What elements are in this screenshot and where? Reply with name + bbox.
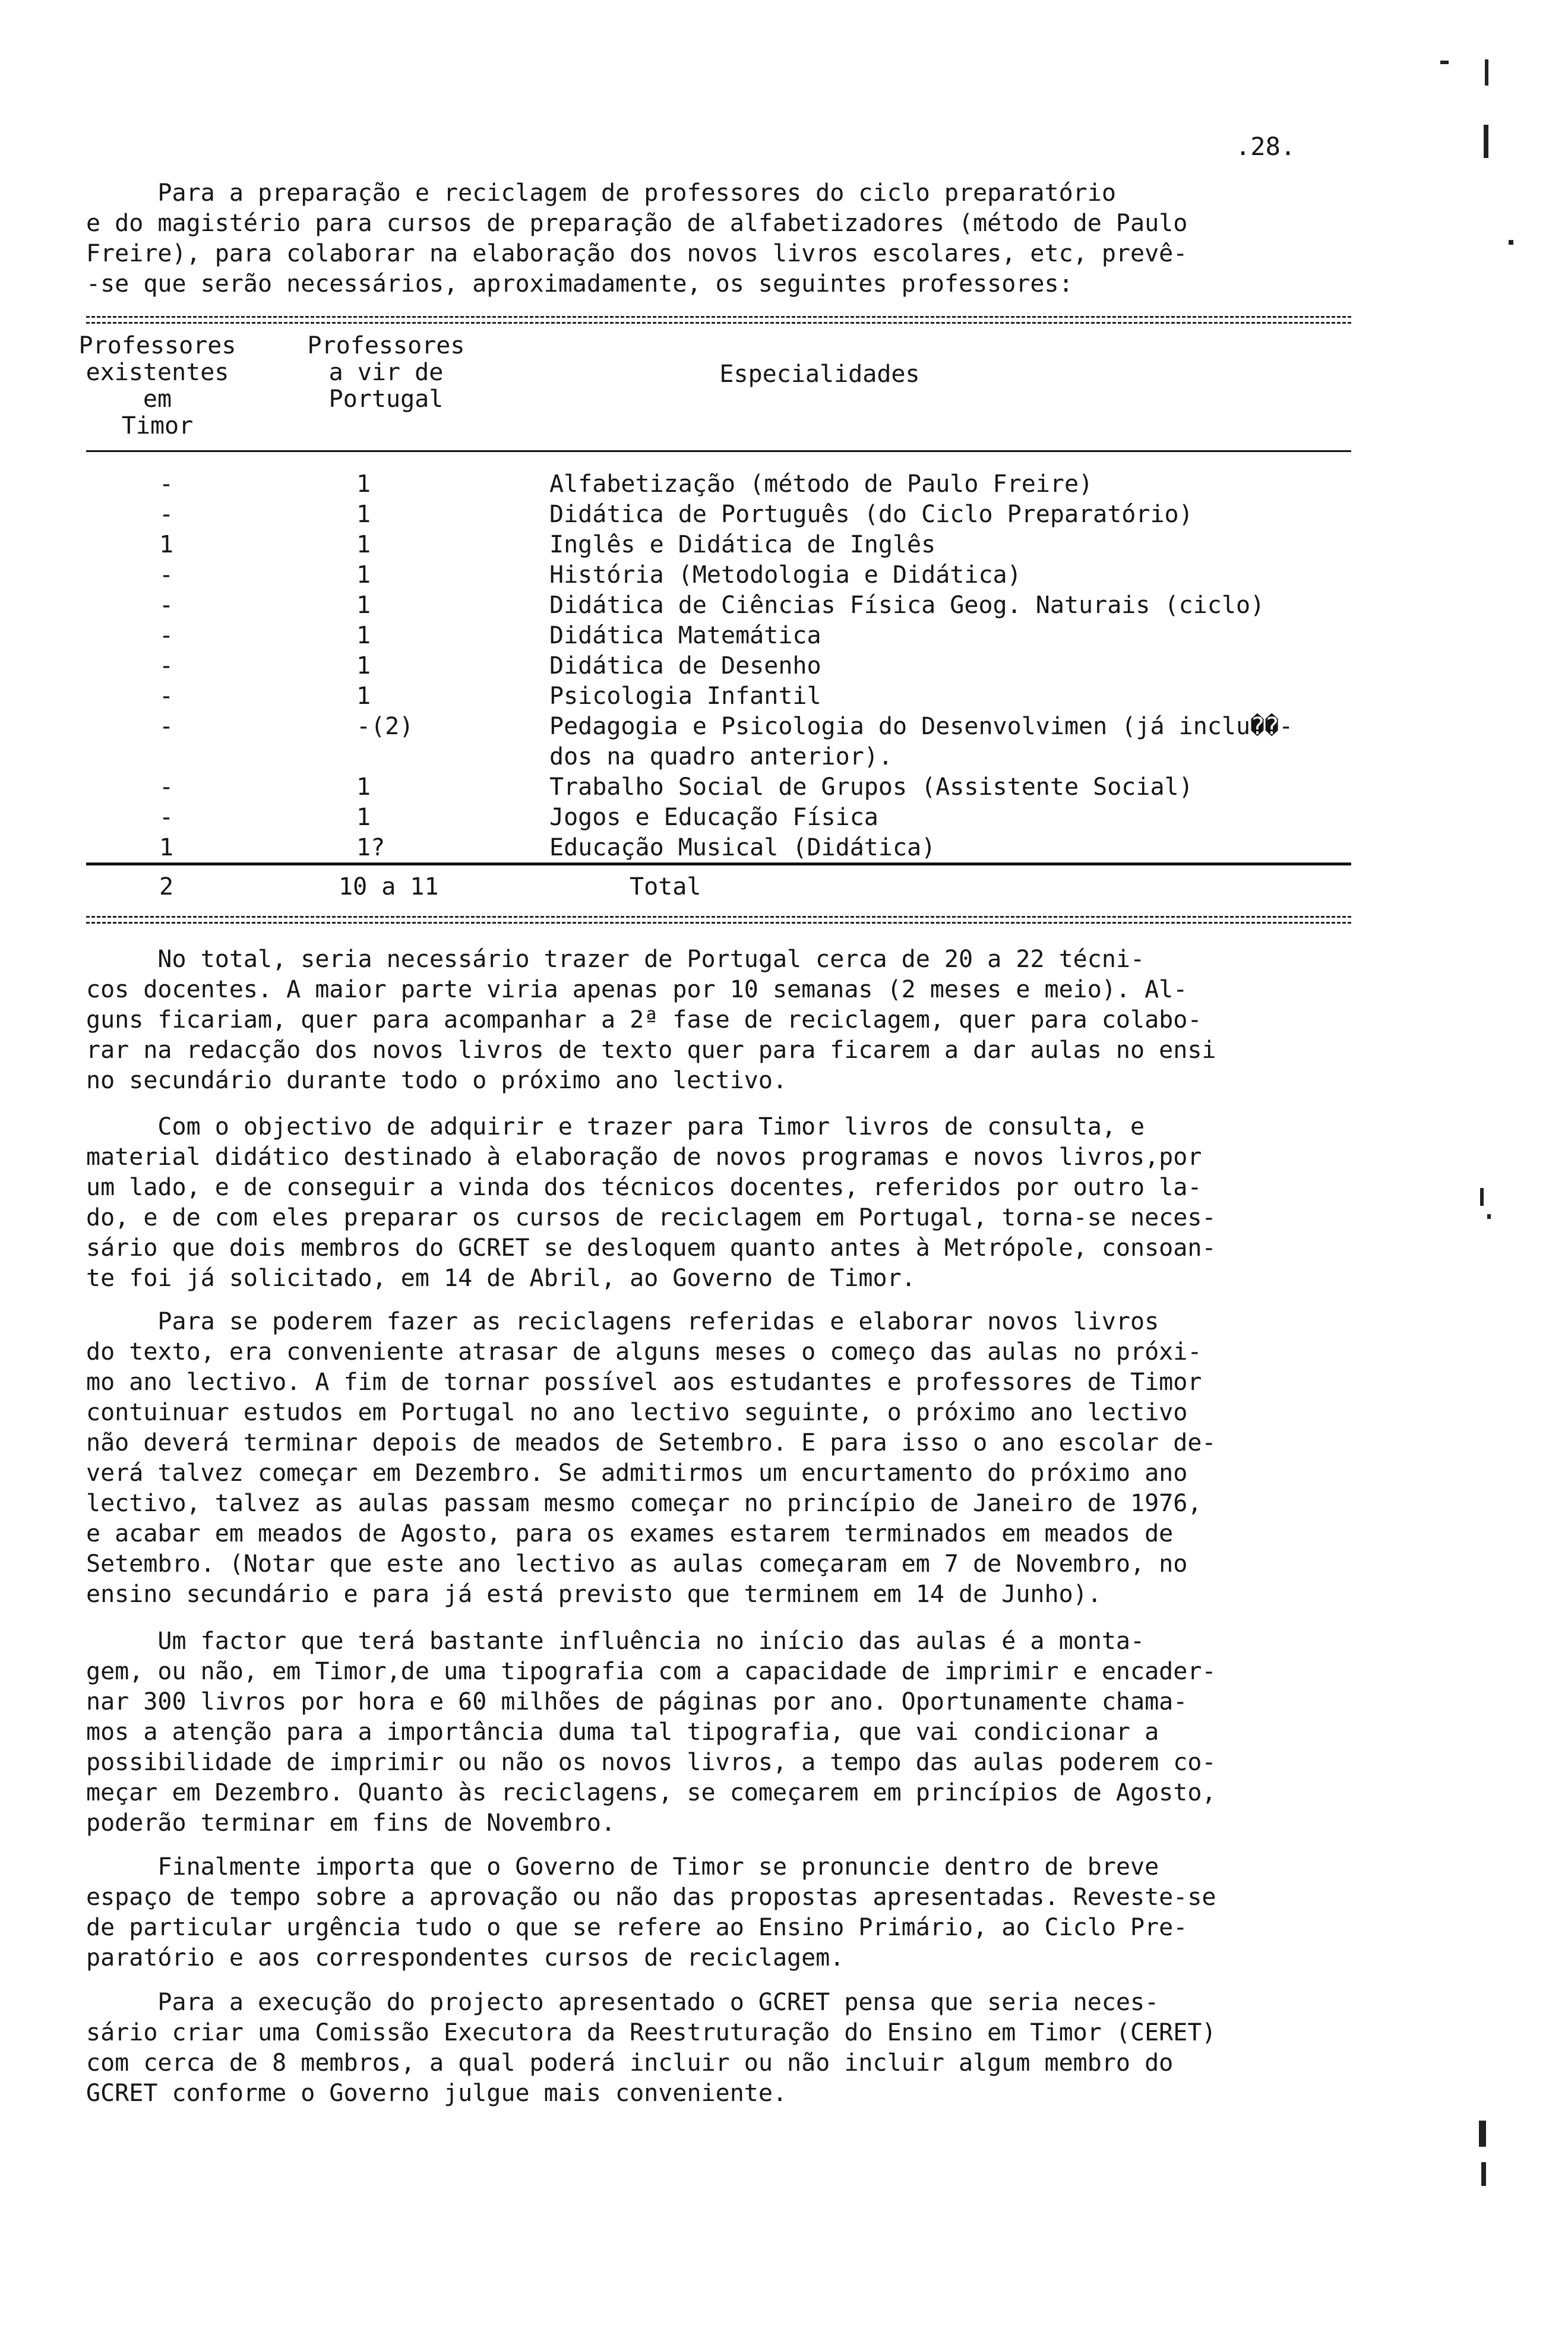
table-bottom-double-rule <box>86 916 1351 924</box>
page-number: .28. <box>1235 132 1296 161</box>
header-specialties: Especialidades <box>719 361 920 388</box>
scan-speck <box>1440 61 1449 64</box>
cell-from-portugal: 1 <box>356 531 371 558</box>
total-separator-rule <box>86 862 1351 865</box>
cell-existing: - <box>159 652 174 680</box>
cell-from-portugal: 1? <box>356 834 385 861</box>
cell-existing: 1 <box>159 531 174 558</box>
cell-specialty: Trabalho Social de Grupos (Assistente Social) <box>549 773 1193 801</box>
cell-existing: - <box>159 501 174 528</box>
body-paragraph: Finalmente importa que o Governo de Timor se pronuncie dentro de breve espaço de tempo sobre a aprovação ou não das propostas apresentadas. Reveste-se de particular urgência tudo o que se refere ao Ensino Primário, ao Ciclo Pre- paratório e aos correspondentes cursos de reciclagem. <box>86 1853 1216 1971</box>
cell-existing: - <box>159 592 174 619</box>
scan-speck <box>1487 1214 1491 1219</box>
cell-from-portugal: 1 <box>356 683 371 710</box>
table-top-double-rule <box>86 316 1351 324</box>
cell-specialty: Didática de Ciências Física Geog. Naturais (ciclo) <box>549 592 1265 619</box>
body-paragraph: Um factor que terá bastante influência no início das aulas é a monta- gem, ou não, em Timor,de uma tipografia com a capacidade de imprimir e encader- nar 300 livros por hora e 60 milhões de páginas por ano. Oportunamente chama- mos a atenção para a importância duma tal tipografia, que vai condicionar a possibilidade de imprimir ou não os novos livros, a tempo das aulas poderem co- meçar em Dezembro. Quanto às reciclagens, se começarem em princípios de Agosto, poderão terminar em fins de Novembro. <box>86 1628 1216 1837</box>
scan-speck <box>1481 2162 1486 2186</box>
cell-existing: - <box>159 773 174 801</box>
cell-specialty: Psicologia Infantil <box>549 683 821 710</box>
cell-existing: - <box>159 470 174 498</box>
cell-existing: 1 <box>159 834 174 861</box>
cell-from-portugal: 1 <box>356 652 371 680</box>
scan-speck <box>1479 2121 1486 2147</box>
cell-specialty: Jogos e Educação Física <box>549 804 878 831</box>
cell-specialty: Didática Matemática <box>549 622 821 649</box>
cell-specialty: História (Metodologia e Didática) <box>549 561 1022 589</box>
cell-specialty: Pedagogia e Psicologia do Desenvolvimen (já inclu��- dos na quadro anterior). <box>549 713 1294 770</box>
header-existing-teachers: Professores existentes em Timor <box>78 332 236 440</box>
cell-existing: - <box>159 804 174 831</box>
cell-existing: - <box>159 683 174 710</box>
cell-from-portugal: 1 <box>356 470 371 498</box>
cell-from-portugal: 1 <box>356 622 371 649</box>
intro-paragraph: Para a preparação e reciclagem de professores do ciclo preparatório e do magistério para cursos de preparação de alfabetizadores (método de Paulo Freire), para colaborar na elaboração dos novos livros escolares, etc, prevê- -se que serão necessários, aproximadamente, os seguintes professores: <box>86 179 1188 298</box>
cell-existing: - <box>159 622 174 649</box>
scan-speck <box>1480 1188 1484 1206</box>
body-paragraph: No total, seria necessário trazer de Portugal cerca de 20 a 22 técni- cos docentes. A maior parte viria apenas por 10 semanas (2 meses e meio). Al- guns ficariam, quer para acompanhar a 2ª fase de reciclagem, quer para colabo- rar na redacção dos novos livros de texto quer para ficarem a dar aulas no ensi no secundário durante todo o próximo ano lectivo. <box>86 946 1216 1094</box>
header-teachers-from-portugal: Professores a vir de Portugal <box>307 332 465 413</box>
scan-speck <box>1484 125 1488 158</box>
cell-existing: - <box>159 713 174 740</box>
total-from-portugal: 10 a 11 <box>339 873 439 901</box>
scan-speck <box>1509 240 1513 245</box>
total-label: Total <box>630 873 701 901</box>
cell-from-portugal: 1 <box>356 592 371 619</box>
body-paragraph: Para a execução do projecto apresentado o GCRET pensa que seria neces- sário criar uma Comissão Executora da Reestruturação do Ensino em Timor (CERET) com cerca de 8 membros, a qual poderá incluir ou não incluir algum membro do GCRET conforme o Governo julgue mais conveniente. <box>86 1989 1216 2107</box>
scan-speck <box>1485 59 1488 86</box>
cell-specialty: Educação Musical (Didática) <box>549 834 936 861</box>
cell-from-portugal: 1 <box>356 501 371 528</box>
cell-specialty: Inglês e Didática de Inglês <box>549 531 936 558</box>
header-separator-rule <box>86 450 1351 452</box>
total-existing: 2 <box>159 873 174 901</box>
cell-from-portugal: -(2) <box>356 713 414 740</box>
body-paragraph: Com o objectivo de adquirir e trazer para Timor livros de consulta, e material didático destinado à elaboração de novos programas e novos livros,por um lado, e de conseguir a vinda dos técnicos docentes, referidos por outro la- do, e de com eles preparar os cursos de reciclagem em Portugal, torna-se neces- sário que dois membros do GCRET se desloquem quanto antes à Metrópole, consoan- te foi já solicitado, em 14 de Abril, ao Governo de Timor. <box>86 1113 1216 1292</box>
cell-specialty: Didática de Desenho <box>549 652 821 680</box>
cell-from-portugal: 1 <box>356 804 371 831</box>
cell-specialty: Didática de Português (do Ciclo Preparatório) <box>549 501 1193 528</box>
cell-specialty: Alfabetização (método de Paulo Freire) <box>549 470 1093 498</box>
cell-from-portugal: 1 <box>356 561 371 589</box>
cell-from-portugal: 1 <box>356 773 371 801</box>
cell-existing: - <box>159 561 174 589</box>
body-paragraph: Para se poderem fazer as reciclagens referidas e elaborar novos livros do texto, era conveniente atrasar de alguns meses o começo das aulas no próxi- mo ano lectivo. A fim de tornar possível aos estudantes e professores de Timor contuinuar estudos em Portugal no ano lectivo seguinte, o próximo ano lectivo não deverá terminar depois de meados de Setembro. E para isso o ano escolar de- verá talvez começar em Dezembro. Se admitirmos um encurtamento do próximo ano lectivo, talvez as aulas passam mesmo começar no princípio de Janeiro de 1976, e acabar em meados de Agosto, para os exames estarem terminados em meados de Setembro. (Notar que este ano lectivo as aulas começaram em 7 de Novembro, no ensino secundário e para já está previsto que terminem em 14 de Junho). <box>86 1308 1216 1608</box>
